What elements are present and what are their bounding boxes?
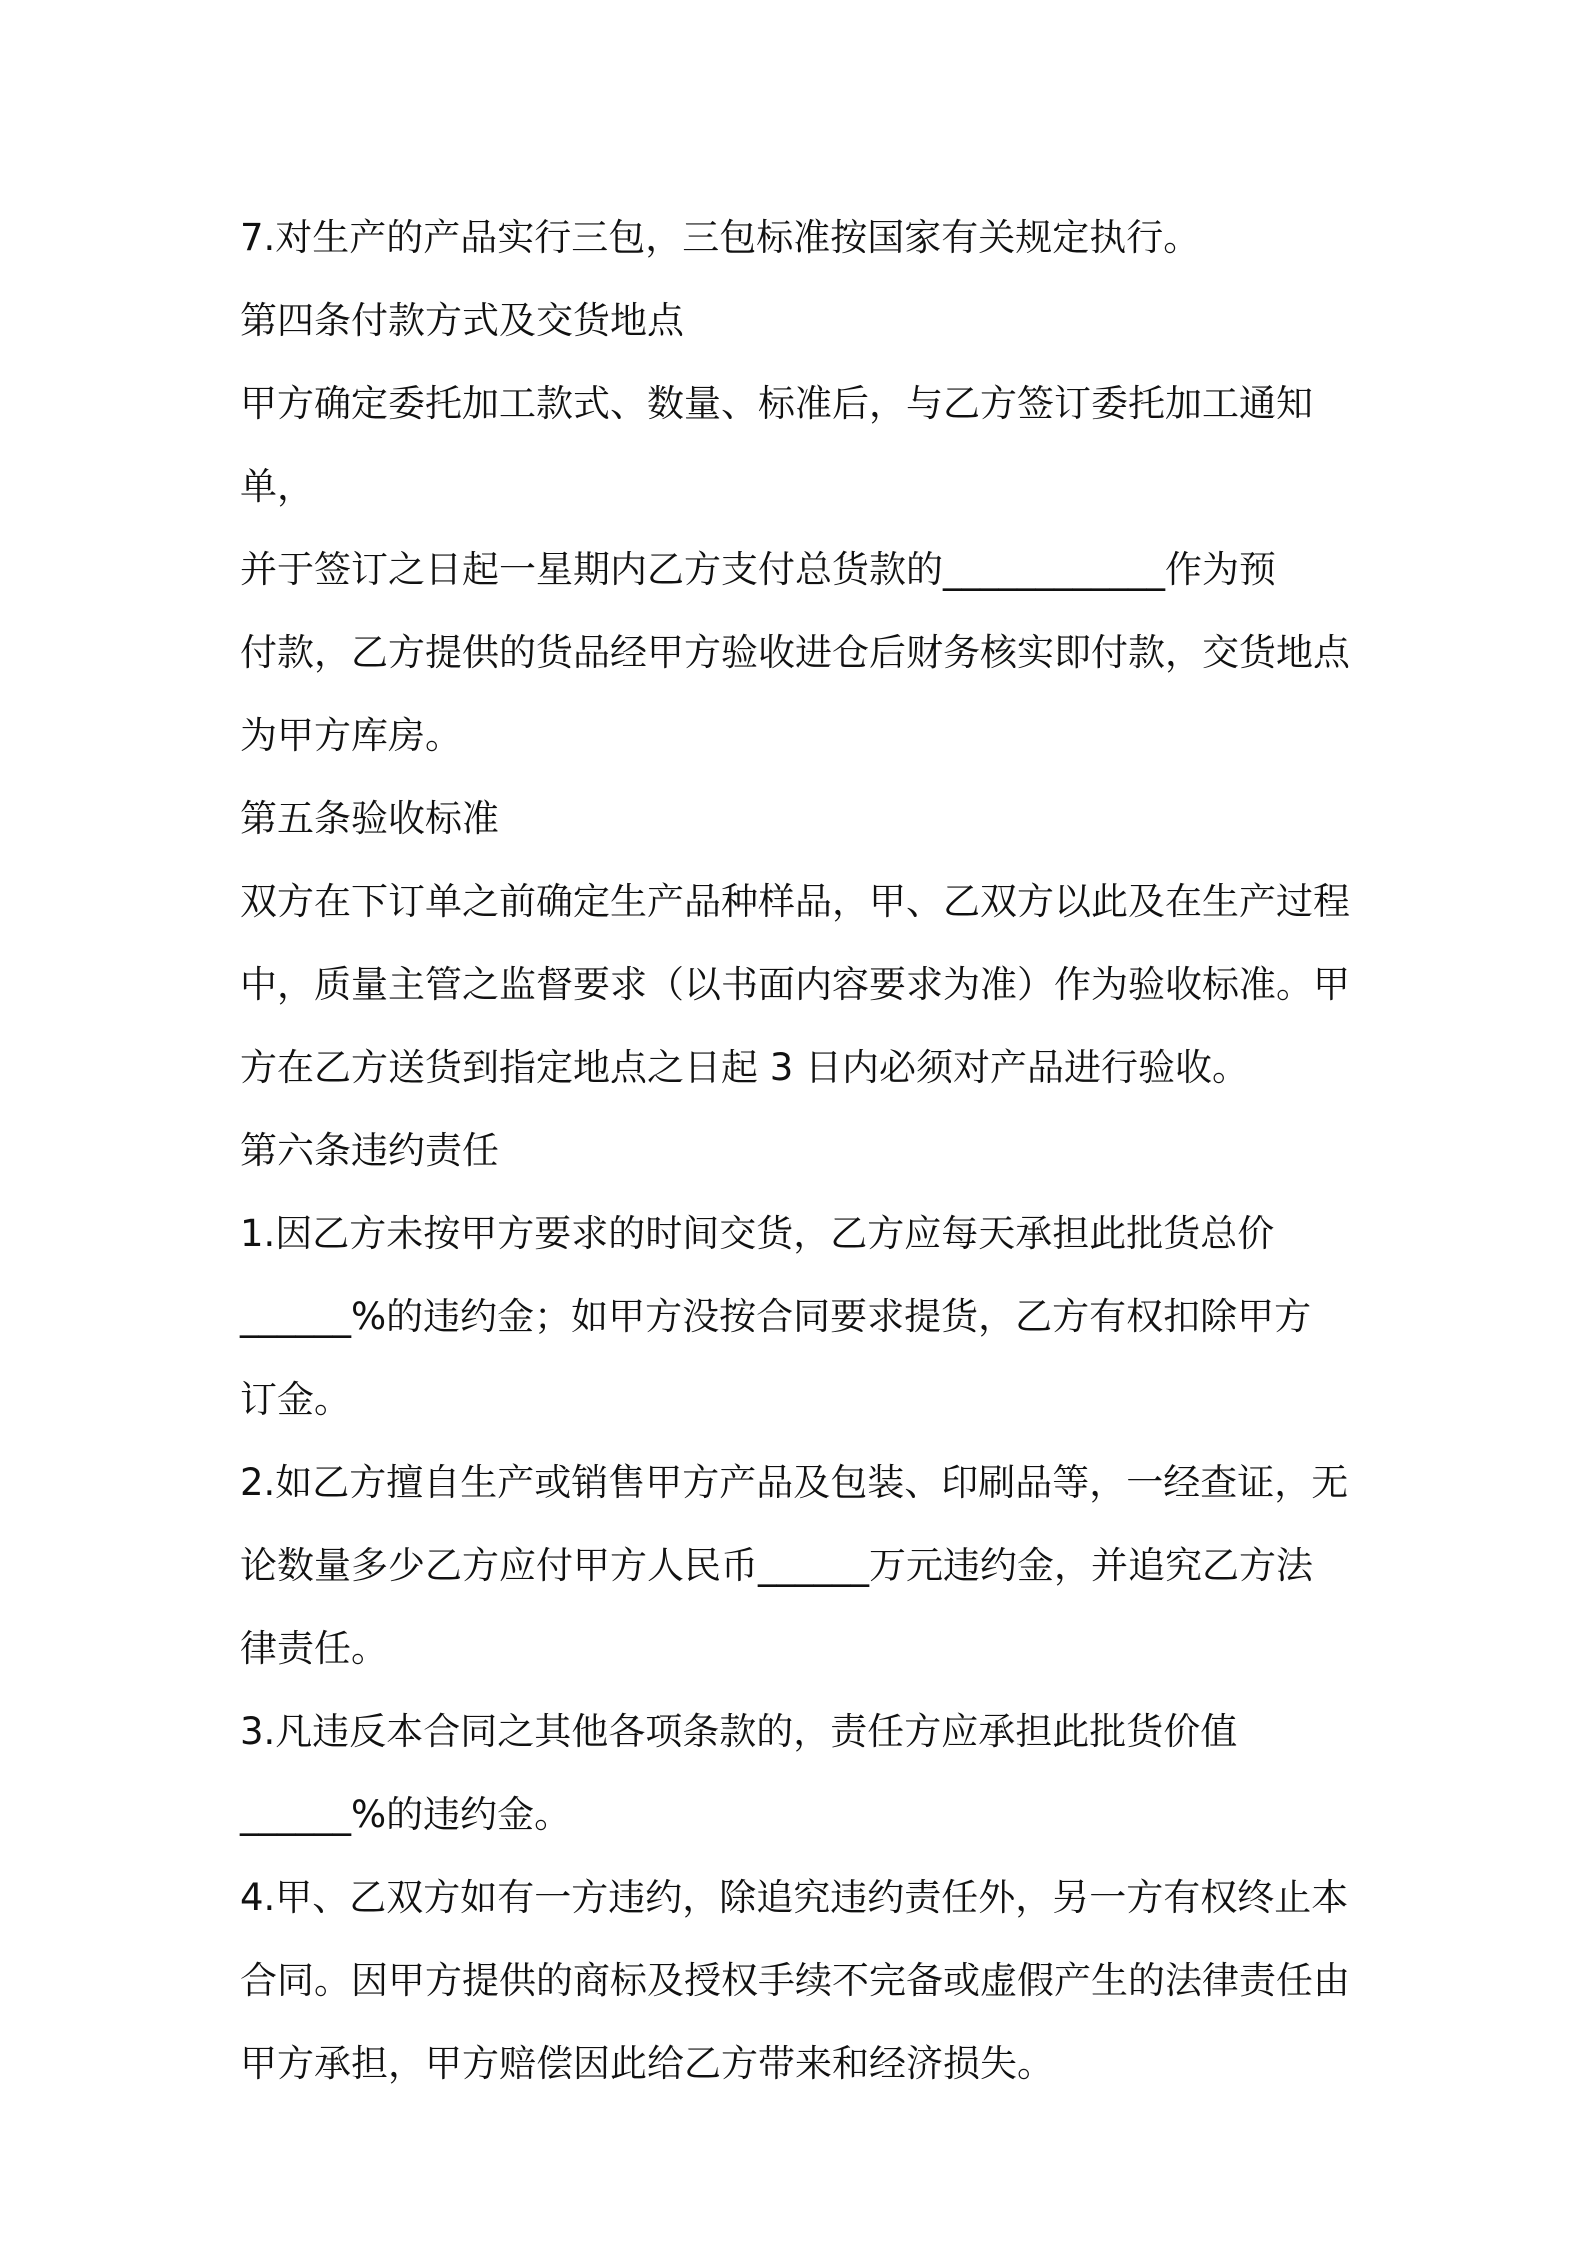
text-line: ______%的违约金。 — [240, 1793, 572, 1836]
text-line: 双方在下订单之前确定生产品种样品，甲、乙双方以此及在生产过程 — [240, 880, 1350, 923]
section-heading: 第四条付款方式及交货地点 — [240, 299, 684, 342]
document-body — [240, 196, 1380, 2105]
text-line: 甲方确定委托加工款式、数量、标准后，与乙方签订委托加工通知单， — [240, 382, 1313, 508]
text-line: 7.对生产的产品实行三包，三包标准按国家有关规定执行。 — [240, 216, 1201, 259]
text-line: 方在乙方送货到指定地点之日起 3 日内必须对产品进行验收。 — [240, 1046, 1250, 1089]
text-line: 2.如乙方擅自生产或销售甲方产品及包装、印刷品等，一经查证，无 — [240, 1461, 1349, 1504]
text-line: 律责任。 — [240, 1627, 388, 1670]
text-line: 3.凡违反本合同之其他各项条款的，责任方应承担此批货价值 — [240, 1710, 1238, 1753]
text-line: 4.甲、乙双方如有一方违约，除追究违约责任外，另一方有权终止本 — [240, 1876, 1349, 1919]
text-line: ______%的违约金；如甲方没按合同要求提货，乙方有权扣除甲方 — [240, 1295, 1312, 1338]
text-line: 1.因乙方未按甲方要求的时间交货，乙方应每天承担此批货总价 — [240, 1212, 1275, 1255]
section-heading: 第五条验收标准 — [240, 797, 499, 840]
section-heading: 第六条违约责任 — [240, 1129, 499, 1172]
text-line: 为甲方库房。 — [240, 714, 462, 757]
text-line: 订金。 — [240, 1378, 351, 1421]
text-line: 中，质量主管之监督要求（以书面内容要求为准）作为验收标准。甲 — [240, 963, 1350, 1006]
text-line: 并于签订之日起一星期内乙方支付总货款的____________作为预 — [240, 548, 1276, 591]
text-line: 论数量多少乙方应付甲方人民币______万元违约金，并追究乙方法 — [240, 1544, 1313, 1587]
text-line: 付款，乙方提供的货品经甲方验收进仓后财务核实即付款，交货地点 — [240, 631, 1350, 674]
text-line: 合同。因甲方提供的商标及授权手续不完备或虚假产生的法律责任由 — [240, 1959, 1350, 2002]
text-line: 甲方承担，甲方赔偿因此给乙方带来和经济损失。 — [240, 2042, 1054, 2085]
